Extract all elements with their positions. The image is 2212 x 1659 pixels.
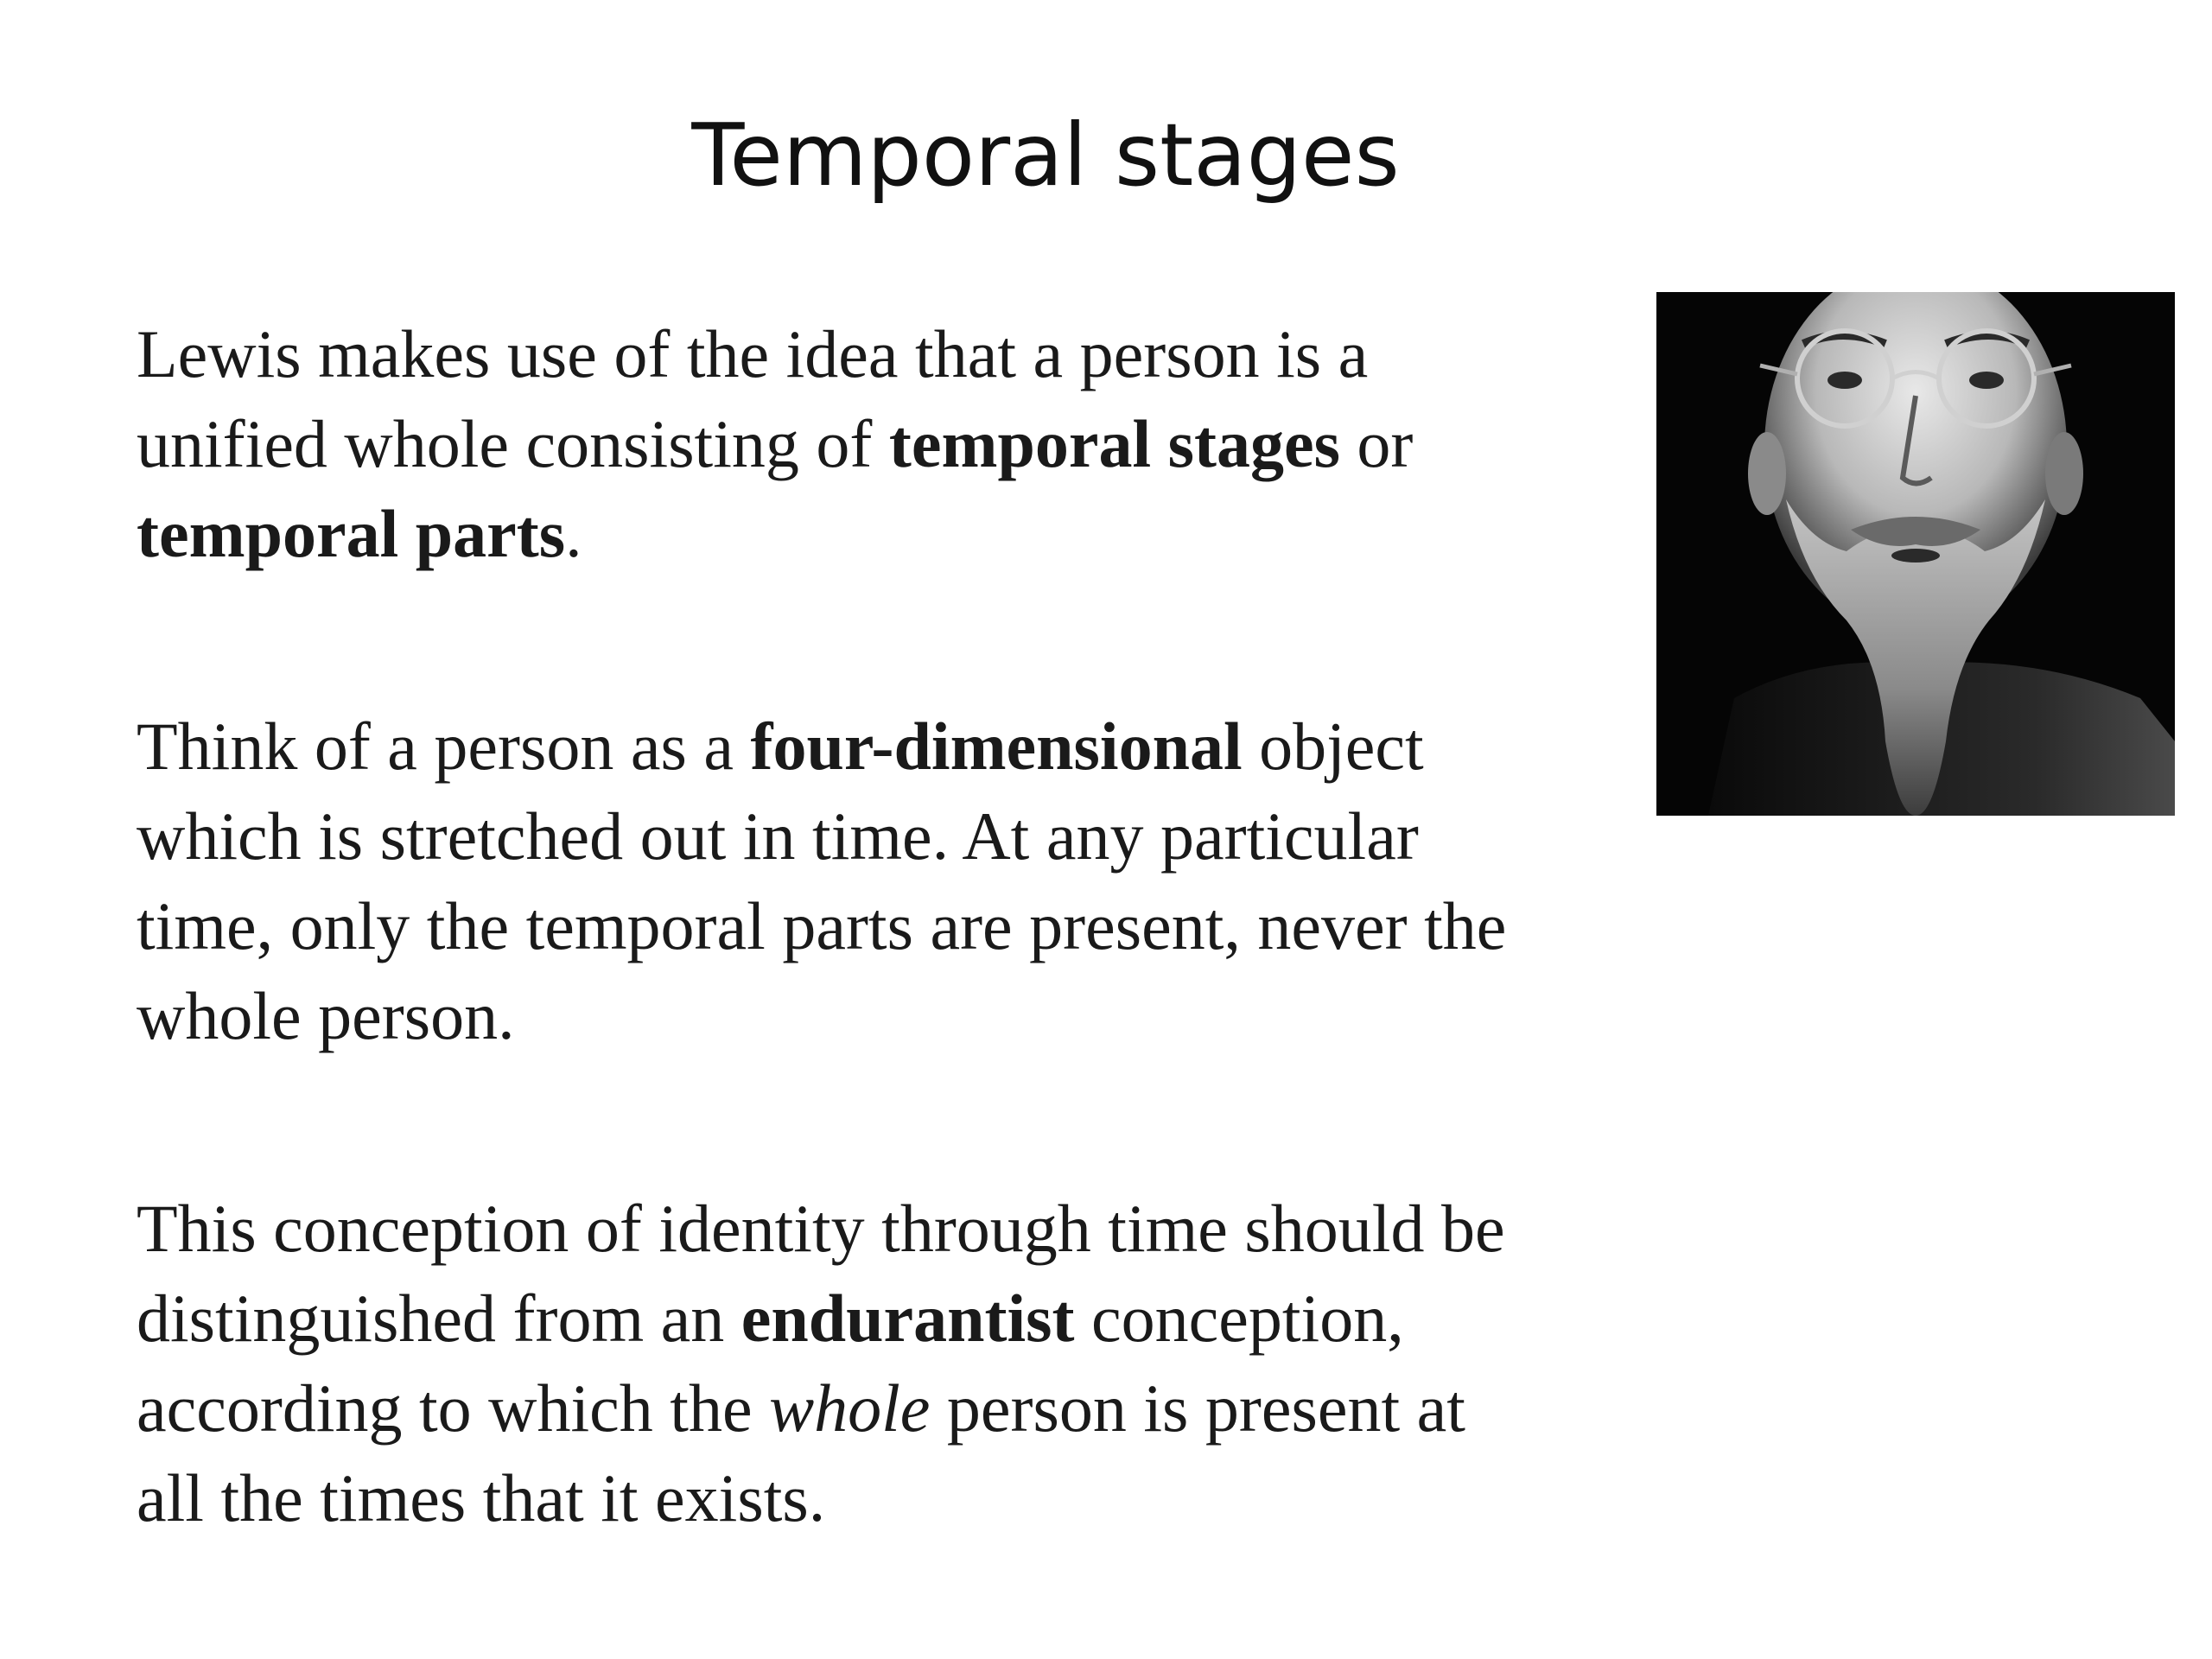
bold-term-temporal-parts: temporal parts	[137, 496, 566, 571]
text-segment: Lewis makes use of the idea that a person is a unified whole consisting of	[137, 316, 1369, 481]
bold-term-endurantist: endurantist	[741, 1281, 1075, 1356]
portrait-photo-icon	[1656, 292, 2175, 816]
text-segment: Think of a person as a	[137, 709, 751, 784]
paragraph-four-dimensional	[137, 702, 1536, 1061]
text-segment: object which is stretched out in time. At any particular time, only the temporal parts are present, never the whole person.	[137, 709, 1507, 1053]
text-segment: conception, according to which the	[137, 1281, 1404, 1446]
text-segment: person is present at all the times that it exists.	[137, 1370, 1465, 1535]
paragraph-temporal-stages	[137, 309, 1536, 579]
bold-term-four-dimensional: four-dimensional	[750, 709, 1243, 784]
bold-term-temporal-stages: temporal stages	[888, 406, 1340, 481]
text-segment: This conception of identity through time should be distinguished from an	[137, 1191, 1505, 1356]
text-segment: or	[1339, 406, 1414, 481]
text-segment: .	[565, 496, 582, 571]
paragraph-endurantist	[137, 1184, 1536, 1543]
italic-term-whole: whole	[769, 1370, 931, 1446]
slide-title: Temporal stages	[691, 105, 1400, 206]
